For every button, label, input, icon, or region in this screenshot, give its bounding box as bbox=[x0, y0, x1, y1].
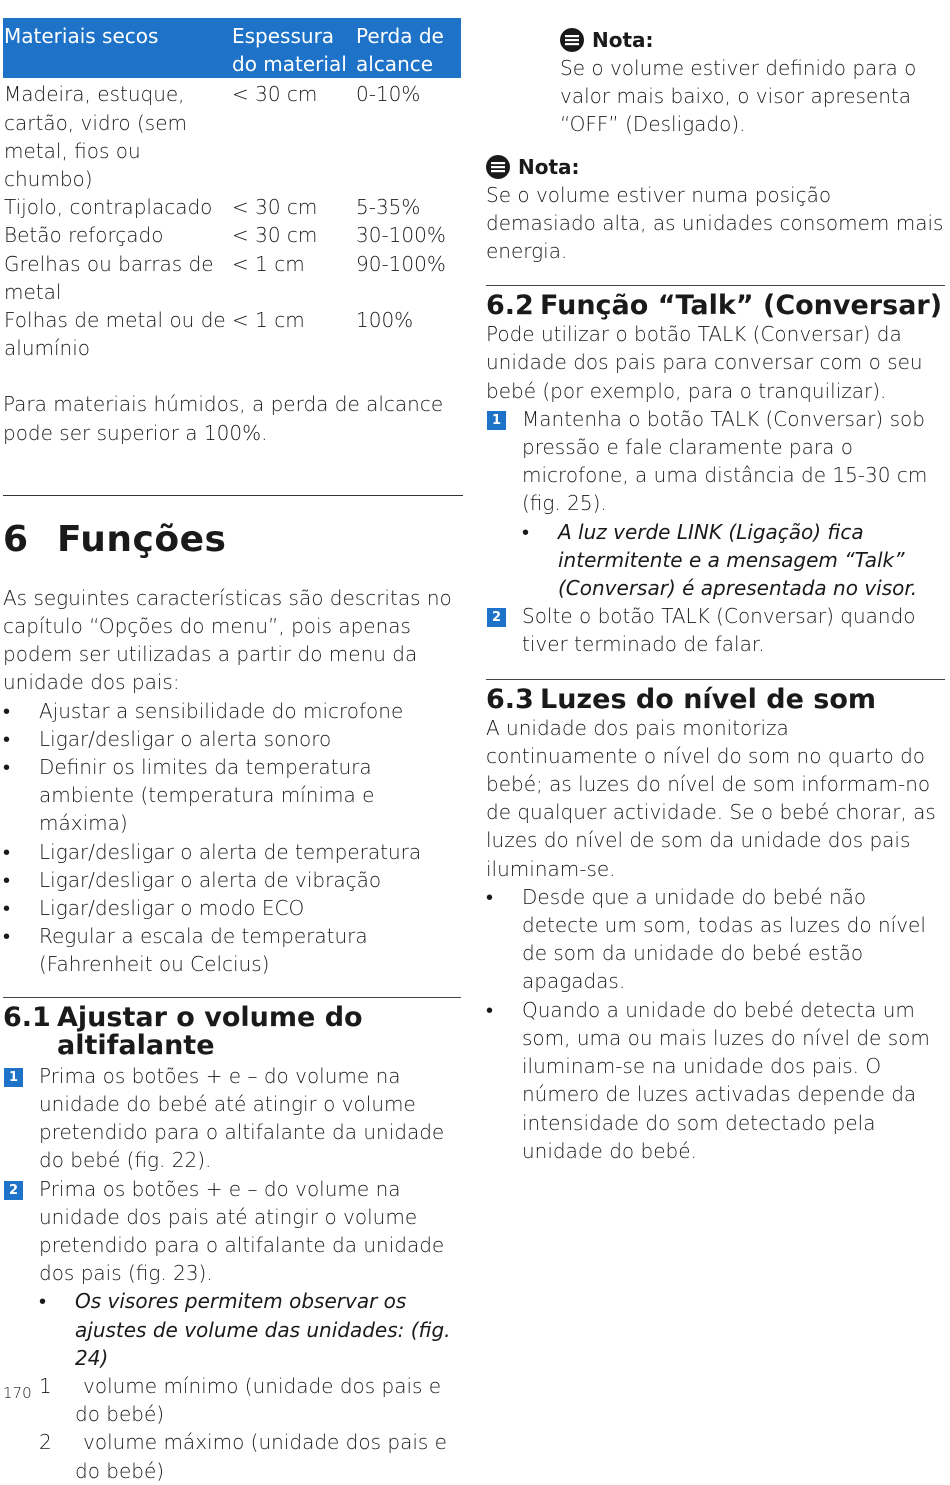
note-block bbox=[486, 26, 946, 139]
feature-list bbox=[3, 697, 463, 979]
step-item bbox=[3, 1175, 463, 1485]
table-row bbox=[3, 306, 461, 362]
note-heading bbox=[560, 26, 946, 54]
chapter-title: Funções bbox=[57, 518, 227, 560]
table-cell: 0-10% bbox=[356, 82, 421, 107]
note-label: Nota: bbox=[592, 28, 654, 52]
page-number: 170 bbox=[3, 1384, 32, 1402]
step-sub-list bbox=[39, 1287, 463, 1372]
section-title: Ajustar o volume do bbox=[57, 1001, 363, 1033]
bullet-icon: • bbox=[522, 519, 530, 544]
volume-steps bbox=[3, 1062, 463, 1485]
table-cell: Grelhas ou barras de metal bbox=[4, 251, 214, 304]
table-cell: Tijolo, contraplacado bbox=[4, 195, 213, 220]
list-item: 1 volume mínimo (unidade dos pais e do bebé) bbox=[39, 1373, 442, 1427]
section-divider bbox=[486, 679, 945, 680]
table-cell: 90-100% bbox=[356, 251, 446, 276]
list-item: • Ajustar a sensibilidade do microfone bbox=[3, 697, 463, 725]
step-item bbox=[3, 1062, 463, 1175]
table-cell: Betão reforçado bbox=[4, 223, 164, 248]
sub-bullet-item: • A luz verde LINK (Ligação) fica intermitente e a mensagem “Talk” (Conversar) é apresentada no visor. bbox=[522, 519, 918, 601]
section-6-3-intro: A unidade dos pais monitoriza continuamente o nível do som no quarto do bebé; as luzes do nível de som informam-no de qualquer actividade. Se o bebé chorar, as luzes do nível de som da unidade dos pais iluminam-se. bbox=[486, 715, 936, 881]
step-number-badge: 1 bbox=[4, 1068, 23, 1087]
list-item: • Ligar/desligar o alerta de temperatura bbox=[3, 838, 463, 866]
section-title: Luzes do nível de som bbox=[540, 683, 877, 715]
section-divider bbox=[3, 997, 461, 998]
list-item: • Ligar/desligar o alerta de vibração bbox=[3, 866, 463, 894]
step-item bbox=[486, 602, 946, 658]
section-title-cont: altifalante bbox=[57, 1029, 215, 1061]
step-number-badge: 2 bbox=[4, 1181, 23, 1200]
table-row bbox=[3, 221, 461, 249]
table-cell: < 30 cm bbox=[232, 195, 318, 220]
table-row bbox=[3, 193, 461, 221]
section-title: Função “Talk” (Conversar) bbox=[540, 290, 943, 322]
table-cell: < 30 cm bbox=[232, 223, 318, 248]
list-item: • Quando a unidade do bebé detecta um som, uma ou mais luzes do nível de som iluminam-se na unidade dos pais. O número de luzes activadas depende da intensidade do som detectado pela unidade do bebé. bbox=[486, 997, 930, 1163]
note-icon bbox=[560, 28, 584, 52]
section-number: 6.3 bbox=[486, 683, 534, 715]
bullet-icon: • bbox=[486, 884, 494, 909]
table-header-cell: Espessura do material bbox=[232, 18, 356, 78]
step-text: Prima os botões + e – do volume na unidade do bebé até atingir o volume pretendido para o altifalante da unidade do bebé (fig. 22). bbox=[39, 1063, 445, 1173]
table-header-row bbox=[3, 18, 461, 78]
list-item: • Ligar/desligar o modo ECO bbox=[3, 894, 463, 922]
sound-light-list bbox=[486, 883, 946, 1165]
bullet-icon: • bbox=[3, 698, 11, 723]
step-item bbox=[486, 405, 946, 602]
table-cell: Madeira, estuque, cartão, vidro (sem metal, fios ou chumbo) bbox=[4, 82, 187, 192]
table-cell: Folhas de metal ou de alumínio bbox=[4, 308, 226, 361]
table-cell: < 1 cm bbox=[232, 308, 305, 333]
section-divider bbox=[486, 285, 945, 286]
list-item: 2 volume máximo (unidade dos pais e do bebé) bbox=[39, 1430, 447, 1483]
table-cell: 100% bbox=[356, 308, 414, 333]
section-number: 6.1 bbox=[3, 1001, 51, 1033]
note-text: Se o volume estiver numa posição demasiado alta, as unidades consomem mais energia. bbox=[486, 182, 944, 264]
step-text: Solte o botão TALK (Conversar) quando tiver terminado de falar. bbox=[522, 604, 916, 657]
chapter-divider bbox=[3, 495, 463, 496]
bullet-icon: • bbox=[3, 726, 11, 751]
table-header-cell: Perda de alcance bbox=[356, 18, 461, 78]
step-text: Mantenha o botão TALK (Conversar) sob pressão e fale claramente para o microfone, a uma distância de 15-30 cm (fig. 25). bbox=[522, 406, 928, 516]
bullet-icon: • bbox=[3, 924, 11, 949]
bullet-icon: • bbox=[39, 1289, 47, 1314]
table-header-cell: Materiais secos bbox=[3, 18, 232, 78]
chapter-heading bbox=[3, 518, 463, 562]
list-item: • Definir os limites da temperatura ambiente (temperatura mínima e máxima) bbox=[3, 755, 375, 836]
step-number-badge: 1 bbox=[487, 411, 506, 430]
section-6-2-intro: Pode utilizar o botão TALK (Conversar) da unidade dos pais para conversar com o seu bebé (por exemplo, para o tranquilizar). bbox=[486, 322, 923, 403]
sub-bullet-item: • Os visores permitem observar os ajustes de volume das unidades: (fig. 24) bbox=[39, 1289, 451, 1370]
step-text: Prima os botões + e – do volume na unidade dos pais até atingir o volume pretendido para o altifalante da unidade dos pais (fig. 23). bbox=[39, 1176, 445, 1286]
chapter-intro: As seguintes características são descritas no capítulo “Opções do menu”, pois apenas podem ser utilizadas a partir do menu da unidade dos pais: bbox=[3, 585, 452, 695]
section-number: 6.2 bbox=[486, 290, 534, 322]
left-column bbox=[3, 18, 463, 1485]
bullet-icon: • bbox=[3, 896, 11, 921]
bullet-icon: • bbox=[3, 867, 11, 892]
bullet-icon: • bbox=[486, 997, 494, 1022]
materials-table bbox=[3, 18, 461, 362]
bullet-icon: • bbox=[3, 755, 11, 780]
table-cell: < 30 cm bbox=[232, 82, 318, 107]
talk-steps bbox=[486, 405, 946, 659]
bullet-icon: • bbox=[3, 839, 11, 864]
step-number-badge: 2 bbox=[487, 608, 506, 627]
table-cell: 30-100% bbox=[356, 223, 446, 248]
list-item: • Ligar/desligar o alerta sonoro bbox=[3, 725, 463, 753]
note-icon bbox=[486, 155, 510, 179]
table-cell: 5-35% bbox=[356, 195, 421, 220]
humid-materials-note: Para materiais húmidos, a perda de alcance pode ser superior a 100%. bbox=[3, 392, 444, 445]
step-sub-list bbox=[522, 518, 946, 603]
section-6-2-heading bbox=[486, 292, 946, 320]
chapter-number: 6 bbox=[3, 518, 29, 560]
table-row bbox=[3, 78, 461, 193]
section-6-1-heading bbox=[3, 1001, 463, 1061]
volume-level-list bbox=[39, 1372, 463, 1485]
list-item: • Desde que a unidade do bebé não detecte um som, todas as luzes do nível de som da unidade do bebé estão apagadas. bbox=[486, 884, 926, 994]
section-6-3-heading bbox=[486, 683, 946, 715]
table-row bbox=[3, 250, 461, 306]
note-block bbox=[486, 153, 946, 266]
right-column bbox=[486, 18, 946, 1165]
note-heading bbox=[486, 153, 946, 181]
note-text: Se o volume estiver definido para o valor mais baixo, o visor apresenta “OFF” (Desligado). bbox=[560, 56, 917, 137]
note-label: Nota: bbox=[518, 154, 580, 179]
list-item: • Regular a escala de temperatura (Fahrenheit ou Celcius) bbox=[3, 924, 368, 977]
table-cell: < 1 cm bbox=[232, 251, 305, 276]
